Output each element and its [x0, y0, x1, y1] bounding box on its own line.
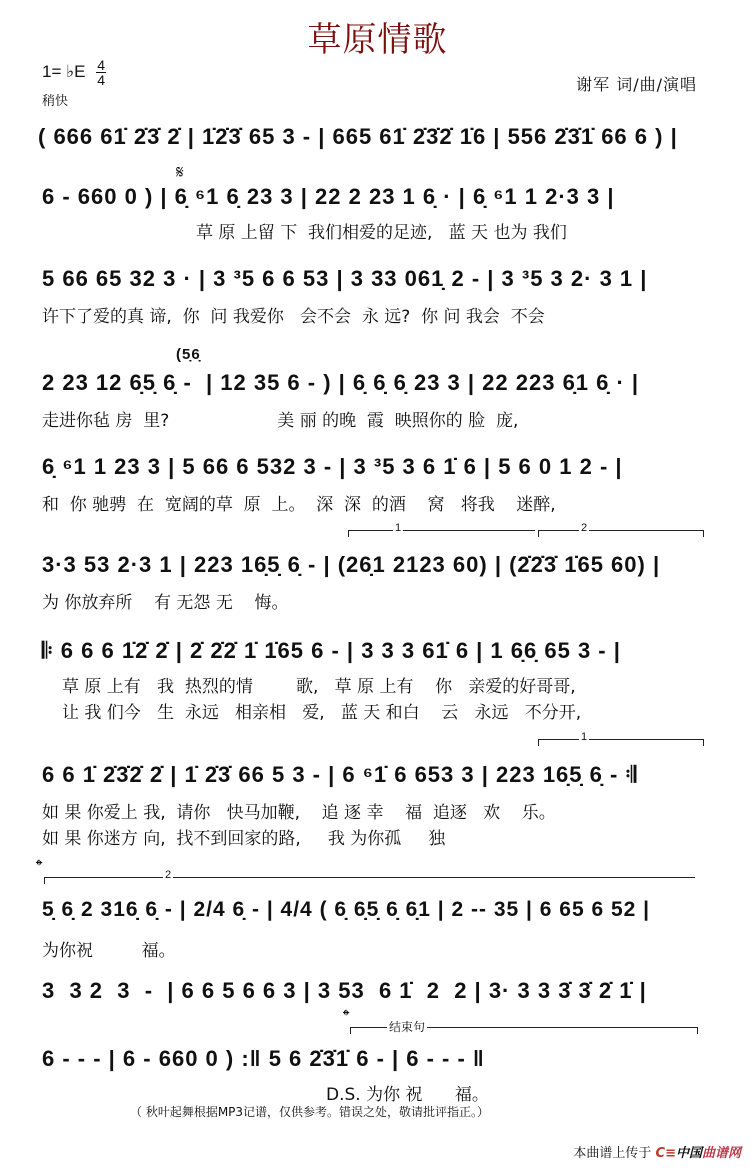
pickup-notes: (5̣6̣	[176, 346, 201, 363]
brand-name-a[interactable]: 中国	[675, 1146, 702, 1161]
lyric-row-8-verse-2: 如 果 你迷方 向, 找不到回家的路, 我 为你孤 独	[42, 829, 446, 849]
lyric-row-11: D.S. 为你 祝 福。	[326, 1085, 489, 1105]
score-row-4: 2 23 12 6̣5̣ 6̣ - | 12 35 6 - ) | 6̣ 6̣ 6̣ 23 3 | 22 223 6̣1 6̣ · |	[42, 370, 640, 395]
lyric-row-7-verse-1: 草 原 上有 我 热烈的情 歌, 草 原 上有 你 亲爱的好哥哥,	[62, 677, 576, 697]
score-row-7: 𝄆 6 6 6 1̇2̇ 2̇ | 2̇ 2̇2̇ 1̇ 1̇65 6 - | 3 3 3 61̇ 6 | 1 6̣6̣ 65 3 - |	[42, 638, 621, 663]
ending-bracket: 结束句	[350, 1027, 698, 1034]
score-row-10: 3 3 2 3 - | 6 6 5 6 6 3 | 3 53 6 1̇ 2 2 | 3· 3 3 3̇ 3̇ 2̇ 1̇ |	[42, 978, 647, 1003]
score-row-3: 5 66 65 32 3 · | 3 ³5 6 6 53 | 3 33 061̣ 2 - | 3 ³5 3 2· 3 1 |	[42, 266, 648, 291]
key-signature	[42, 58, 106, 87]
segno-icon: 𝄋	[176, 162, 184, 183]
score-row-9: 5̣ 6̣ 2 316̣ 6̣ - | 2/4 6̣ - | 4/4 ( 6̣ 6̣5̣ 6̣ 6̣1 | 2 -- 35 | 6 65 6 52 |	[42, 898, 651, 921]
coda-icon: 𝄌	[36, 856, 43, 877]
song-title: 草原情歌	[307, 20, 448, 60]
score-row-8: 6 6 1̇ 2̇3̇2̇ 2̇ | 1̇ 2̇3̇ 66 5 3 - | 6 ⁶1̇ 6 653 3 | 223 16̣5̣ 6̣ - 𝄇	[42, 762, 638, 787]
score-row-6: 3·3 53 2·3 1 | 223 16̣5̣ 6̣ - | (26̣1 2123 60) | (2̇2̇3̇ 1̇65 60) |	[42, 552, 661, 577]
upload-credit	[573, 1142, 741, 1161]
volta-bracket-2: 2	[538, 530, 704, 537]
score-row-11: 6 - - - | 6 - 660 0 ) :‖ 5 6 2̇3̇1̇ 6 - | 6 - - - ‖	[42, 1046, 485, 1071]
time-signature: $\frac{4}{4}$	[97, 57, 106, 88]
tempo-marking: 稍快	[42, 94, 69, 109]
lyric-row-2: 草 原 上留 下 我们相爱的足迹, 蓝 天 也为 我们	[196, 223, 567, 243]
credit: 谢军 词/曲/演唱	[576, 75, 697, 94]
brand-name-b[interactable]: 曲谱网	[701, 1146, 741, 1161]
upload-prefix: 本曲谱上传于	[573, 1146, 652, 1161]
volta-bracket-1: 1	[348, 530, 535, 537]
lyric-row-8-verse-1: 如 果 你爱上 我, 请你 快马加鞭, 追 逐 幸 福 追逐 欢 乐。	[42, 803, 556, 823]
volta-bracket-2b: 2	[44, 877, 695, 884]
coda-icon-2: 𝄌	[343, 1006, 350, 1027]
lyric-row-4: 走进你毡 房 里? 美 丽 的晚 霞 映照你的 脸 庞,	[42, 411, 519, 431]
lyric-row-5: 和 你 驰骋 在 宽阔的草 原 上。 深 深 的酒 窝 将我 迷醉,	[42, 495, 556, 515]
score-row-1: ( 666 61̇ 2̇3̇ 2̇ | 1̇2̇3̇ 65 3 - | 665 61̇ 2̇3̇2̇ 1̇6 | 556 2̇3̇1̇ 66 6 ) |	[38, 124, 678, 149]
transcription-note: （ 秋叶起舞根据MP3记谱，仅供参考。错误之处，敬请批评指正。）	[130, 1105, 490, 1119]
lyric-row-3: 许下了爱的真 谛, 你 问 我爱你 会不会 永 远? 你 问 我会 不会	[42, 307, 545, 327]
brand-logo-icon: C≡	[655, 1146, 676, 1161]
lyric-row-6: 为 你放弃所 有 无怨 无 悔。	[42, 593, 289, 613]
lyric-row-9: 为你祝 福。	[42, 941, 176, 961]
key-label: 1= ♭E	[42, 61, 86, 81]
volta-bracket-1b: 1	[538, 739, 704, 746]
score-row-5: 6̣ ⁶1 1 23 3 | 5 66 6 532 3 - | 3 ³5 3 6 1̇ 6 | 5 6 0 1 2 - |	[42, 454, 623, 479]
score-row-2: 6 - 660 0 ) | 6̣ ⁶1 6̣ 23 3 | 22 2 23 1 6̣ · | 6̣ ⁶1 1 2·3 3 |	[42, 184, 615, 209]
lyric-row-7-verse-2: 让 我 们今 生 永远 相亲相 爱, 蓝 天 和白 云 永远 不分开,	[62, 703, 582, 723]
